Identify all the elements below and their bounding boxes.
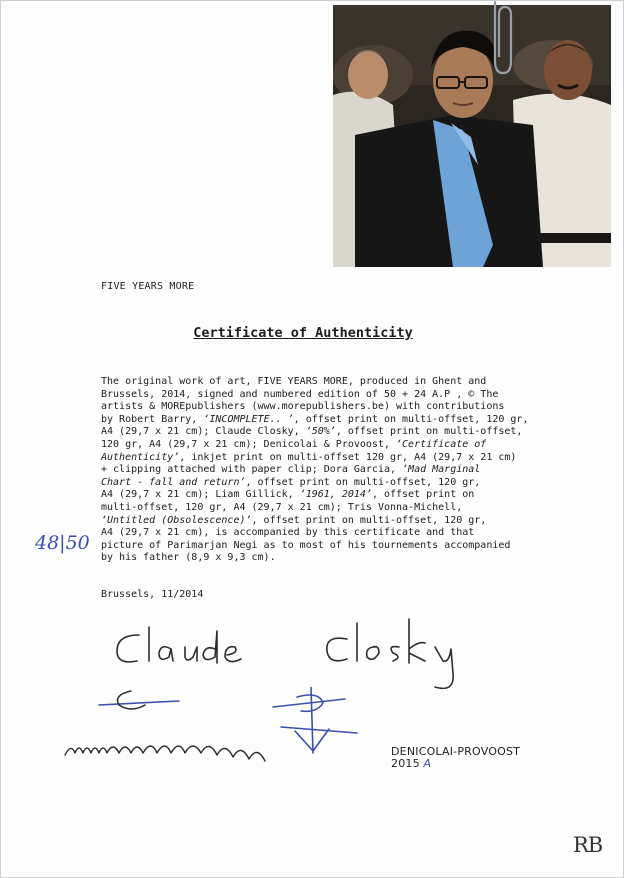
body-line: by Robert Barry, ‘INCOMPLETE.. ’, offset print on multi-offset, 120 gr, (101, 413, 529, 425)
body-line: picture of Parimarjan Negi as to most of his tournements accompanied (101, 539, 511, 551)
certificate-body (101, 376, 549, 565)
body-line: by his father (8,9 x 9,3 cm). (101, 552, 276, 564)
body-line: Chart - fall and return’, offset print on multi-offset, 120 gr, (101, 476, 481, 488)
paper-clip-icon (483, 1, 513, 81)
attached-photograph (333, 5, 611, 267)
initials-robert-barry: RB (573, 833, 603, 857)
body-line: multi-offset, 120 gr, A4 (29,7 x 21 cm); Tris Vonna-Michell, (101, 501, 463, 513)
page-title: Certificate of Authenticity (193, 325, 413, 341)
body-line: Brussels, 2014, signed and numbered edition of 50 + 24 A.P , © The (101, 388, 499, 400)
body-line: A4 (29,7 x 21 cm); Liam Gillick, ‘1961, 2014’, offset print on (101, 489, 475, 501)
signature-scribbles (61, 687, 381, 777)
stamp-name: DENICOLAI-PROVOOST (391, 745, 521, 758)
edition-number: 48|50 (35, 532, 90, 554)
stamp-year-line (391, 757, 520, 770)
body-line: The original work of art, FIVE YEARS MORE, produced in Ghent and (101, 376, 487, 387)
body-line: A4 (29,7 x 21 cm); Claude Closky, ‘50%’, offset print on multi-offset, (101, 426, 523, 438)
body-line: 120 gr, A4 (29,7 x 21 cm); Denicolai & Provoost, ‘Certificate of (101, 438, 487, 450)
stamp-year: 2015 (391, 757, 420, 770)
body-line: ‘Untitled (Obsolescence)’, offset print on multi-offset, 120 gr, (101, 514, 487, 526)
denicolai-provoost-stamp (391, 745, 520, 770)
stamp-mark: A (423, 757, 432, 770)
header-label: FIVE YEARS MORE (101, 281, 195, 292)
body-line: + clipping attached with paper clip; Dora Garcia, ‘Mad Marginal (101, 464, 481, 476)
body-line: Authenticity’, inkjet print on multi-offset 120 gr, A4 (29,7 x 21 cm) (101, 451, 517, 463)
body-line: A4 (29,7 x 21 cm), is accompanied by this certificate and that (101, 527, 475, 539)
place-date: Brussels, 11/2014 (101, 589, 204, 600)
body-line: artists & MOREpublishers (www.morepublishers.be) with contributions (101, 401, 505, 413)
